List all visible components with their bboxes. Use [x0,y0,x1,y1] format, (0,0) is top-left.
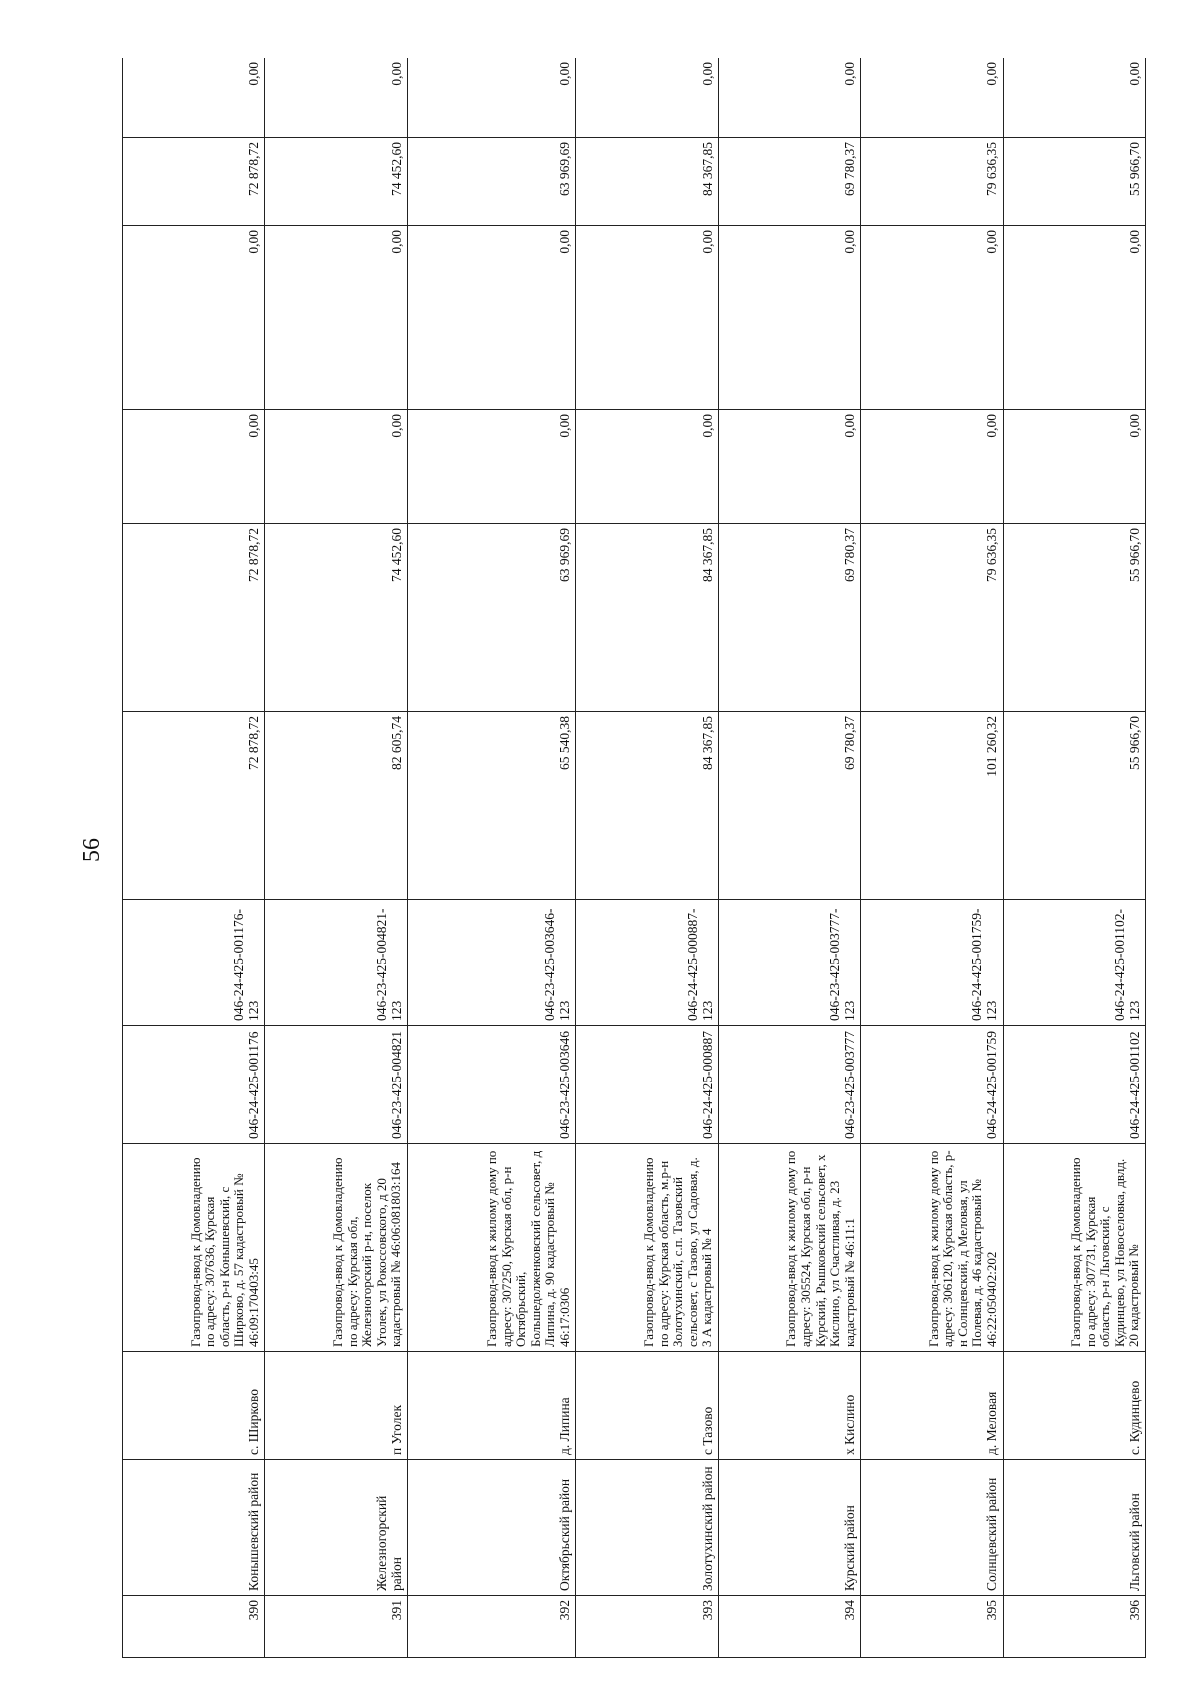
table-row [1003,58,1145,1658]
table-row [123,58,265,1658]
value-cell-1: 82 605,74 [265,712,407,900]
value-cell-2: 74 452,60 [265,524,407,712]
value-cell-6: 0,00 [576,58,718,138]
value-cell-1: 55 966,70 [1003,712,1145,900]
object-code-cell: 046-24-425-001176 [123,1026,265,1144]
value-cell-3: 0,00 [123,410,265,524]
rayon-cell: Льговский район [1003,1460,1145,1596]
address-cell: Газопровод-ввод к Домовладению по адресу: 307636, Курская область, р-н Конышевский, с Ширково, д. 57 кадастровый № 46:09:170403:45 [123,1144,265,1352]
value-cell-1: 72 878,72 [123,712,265,900]
value-cell-3: 0,00 [718,410,860,524]
value-cell-4: 0,00 [861,226,1003,410]
value-cell-1: 84 367,85 [576,712,718,900]
value-cell-6: 0,00 [861,58,1003,138]
value-cell-3: 0,00 [861,410,1003,524]
value-cell-5: 55 966,70 [1003,138,1145,226]
value-cell-4: 0,00 [576,226,718,410]
contract-code-cell: 046-24-425-001176-123 [123,900,265,1026]
settlement-cell: п Уголек [265,1352,407,1460]
settlement-cell: д. Липина [407,1352,576,1460]
settlement-cell: с. Кудинцево [1003,1352,1145,1460]
table-row [718,58,860,1658]
contract-code-cell: 046-24-425-000887-123 [576,900,718,1026]
address-cell: Газопровод-ввод к Домовладению по адресу: Курская обл, Железногорский р-н, поселок Уголек, ул Рокоссовского, д 20 кадастровый № 46:06:081803:164 [265,1144,407,1352]
object-code-cell: 046-24-425-000887 [576,1026,718,1144]
row-index: 393 [576,1596,718,1658]
object-code-cell: 046-23-425-003777 [718,1026,860,1144]
contract-code-cell: 046-23-425-004821-123 [265,900,407,1026]
value-cell-3: 0,00 [265,410,407,524]
value-cell-5: 74 452,60 [265,138,407,226]
object-code-cell: 046-23-425-003646 [407,1026,576,1144]
rayon-cell: Солнцевский район [861,1460,1003,1596]
table-row [265,58,407,1658]
value-cell-5: 79 636,35 [861,138,1003,226]
value-cell-5: 84 367,85 [576,138,718,226]
contract-code-cell: 046-23-425-003646-123 [407,900,576,1026]
gas-pipeline-table [122,58,1146,1658]
value-cell-2: 69 780,37 [718,524,860,712]
rayon-cell: Золотухинский район [576,1460,718,1596]
value-cell-1: 101 260,32 [861,712,1003,900]
value-cell-2: 72 878,72 [123,524,265,712]
value-cell-2: 55 966,70 [1003,524,1145,712]
row-index: 396 [1003,1596,1145,1658]
table-row [576,58,718,1658]
value-cell-1: 69 780,37 [718,712,860,900]
address-cell: Газопровод-ввод к жилому дому по адресу: 306120, Курская область, р-н Солнцевский, д Меловая, ул Полевая, д. 46 кадастровый № 46:22:050402:202 [861,1144,1003,1352]
row-index: 395 [861,1596,1003,1658]
value-cell-4: 0,00 [407,226,576,410]
table-row [407,58,576,1658]
object-code-cell: 046-24-425-001759 [861,1026,1003,1144]
value-cell-4: 0,00 [718,226,860,410]
row-index: 390 [123,1596,265,1658]
rayon-cell: Конышевский район [123,1460,265,1596]
rotated-table-container [122,58,1146,1658]
value-cell-4: 0,00 [1003,226,1145,410]
row-index: 394 [718,1596,860,1658]
value-cell-6: 0,00 [123,58,265,138]
value-cell-5: 69 780,37 [718,138,860,226]
object-code-cell: 046-24-425-001102 [1003,1026,1145,1144]
table-body [123,58,1146,1658]
settlement-cell: х Кислино [718,1352,860,1460]
object-code-cell: 046-23-425-004821 [265,1026,407,1144]
value-cell-6: 0,00 [1003,58,1145,138]
table-row [861,58,1003,1658]
address-cell: Газопровод-ввод к жилому дому по адресу: 305524, Курская обл, р-н Курский, Рышковский сельсовет, х Кислино, ул Счастливая, д. 23 кадастровый № 46:11:1 [718,1144,860,1352]
contract-code-cell: 046-24-425-001759-123 [861,900,1003,1026]
rayon-cell: Железногорский район [265,1460,407,1596]
value-cell-4: 0,00 [265,226,407,410]
rayon-cell: Октябрьский район [407,1460,576,1596]
value-cell-6: 0,00 [718,58,860,138]
settlement-cell: с. Ширково [123,1352,265,1460]
contract-code-cell: 046-23-425-003777-123 [718,900,860,1026]
value-cell-3: 0,00 [1003,410,1145,524]
rotated-table-frame [122,58,1146,1658]
contract-code-cell: 046-24-425-001102-123 [1003,900,1145,1026]
value-cell-5: 63 969,69 [407,138,576,226]
row-index: 392 [407,1596,576,1658]
value-cell-5: 72 878,72 [123,138,265,226]
settlement-cell: д. Меловая [861,1352,1003,1460]
value-cell-2: 63 969,69 [407,524,576,712]
rayon-cell: Курский район [718,1460,860,1596]
address-cell: Газопровод-ввод к Домовладению по адресу: Курская область, м.р-н Золотухинский, с.п. Тазовский сельсовет, с Тазово, ул Садовая, д. 3 А кадастровый № 4 [576,1144,718,1352]
value-cell-3: 0,00 [576,410,718,524]
address-cell: Газопровод-ввод к Домовладению по адресу: 307731, Курская область, р-н Льговский, с Кудинцево, ул Новоселовка, двлд. 20 кадастровый № [1003,1144,1145,1352]
settlement-cell: с Тазово [576,1352,718,1460]
value-cell-3: 0,00 [407,410,576,524]
value-cell-2: 79 636,35 [861,524,1003,712]
page-number: 56 [78,838,105,862]
address-cell: Газопровод-ввод к жилому дому по адресу: 307250, Курская обл, р-н Октябрьский, Большедолженковский сельсовет, д Липина, д. 90 кадастровый № 46:17:0306 [407,1144,576,1352]
value-cell-6: 0,00 [407,58,576,138]
value-cell-6: 0,00 [265,58,407,138]
row-index: 391 [265,1596,407,1658]
value-cell-4: 0,00 [123,226,265,410]
value-cell-2: 84 367,85 [576,524,718,712]
value-cell-1: 65 540,38 [407,712,576,900]
